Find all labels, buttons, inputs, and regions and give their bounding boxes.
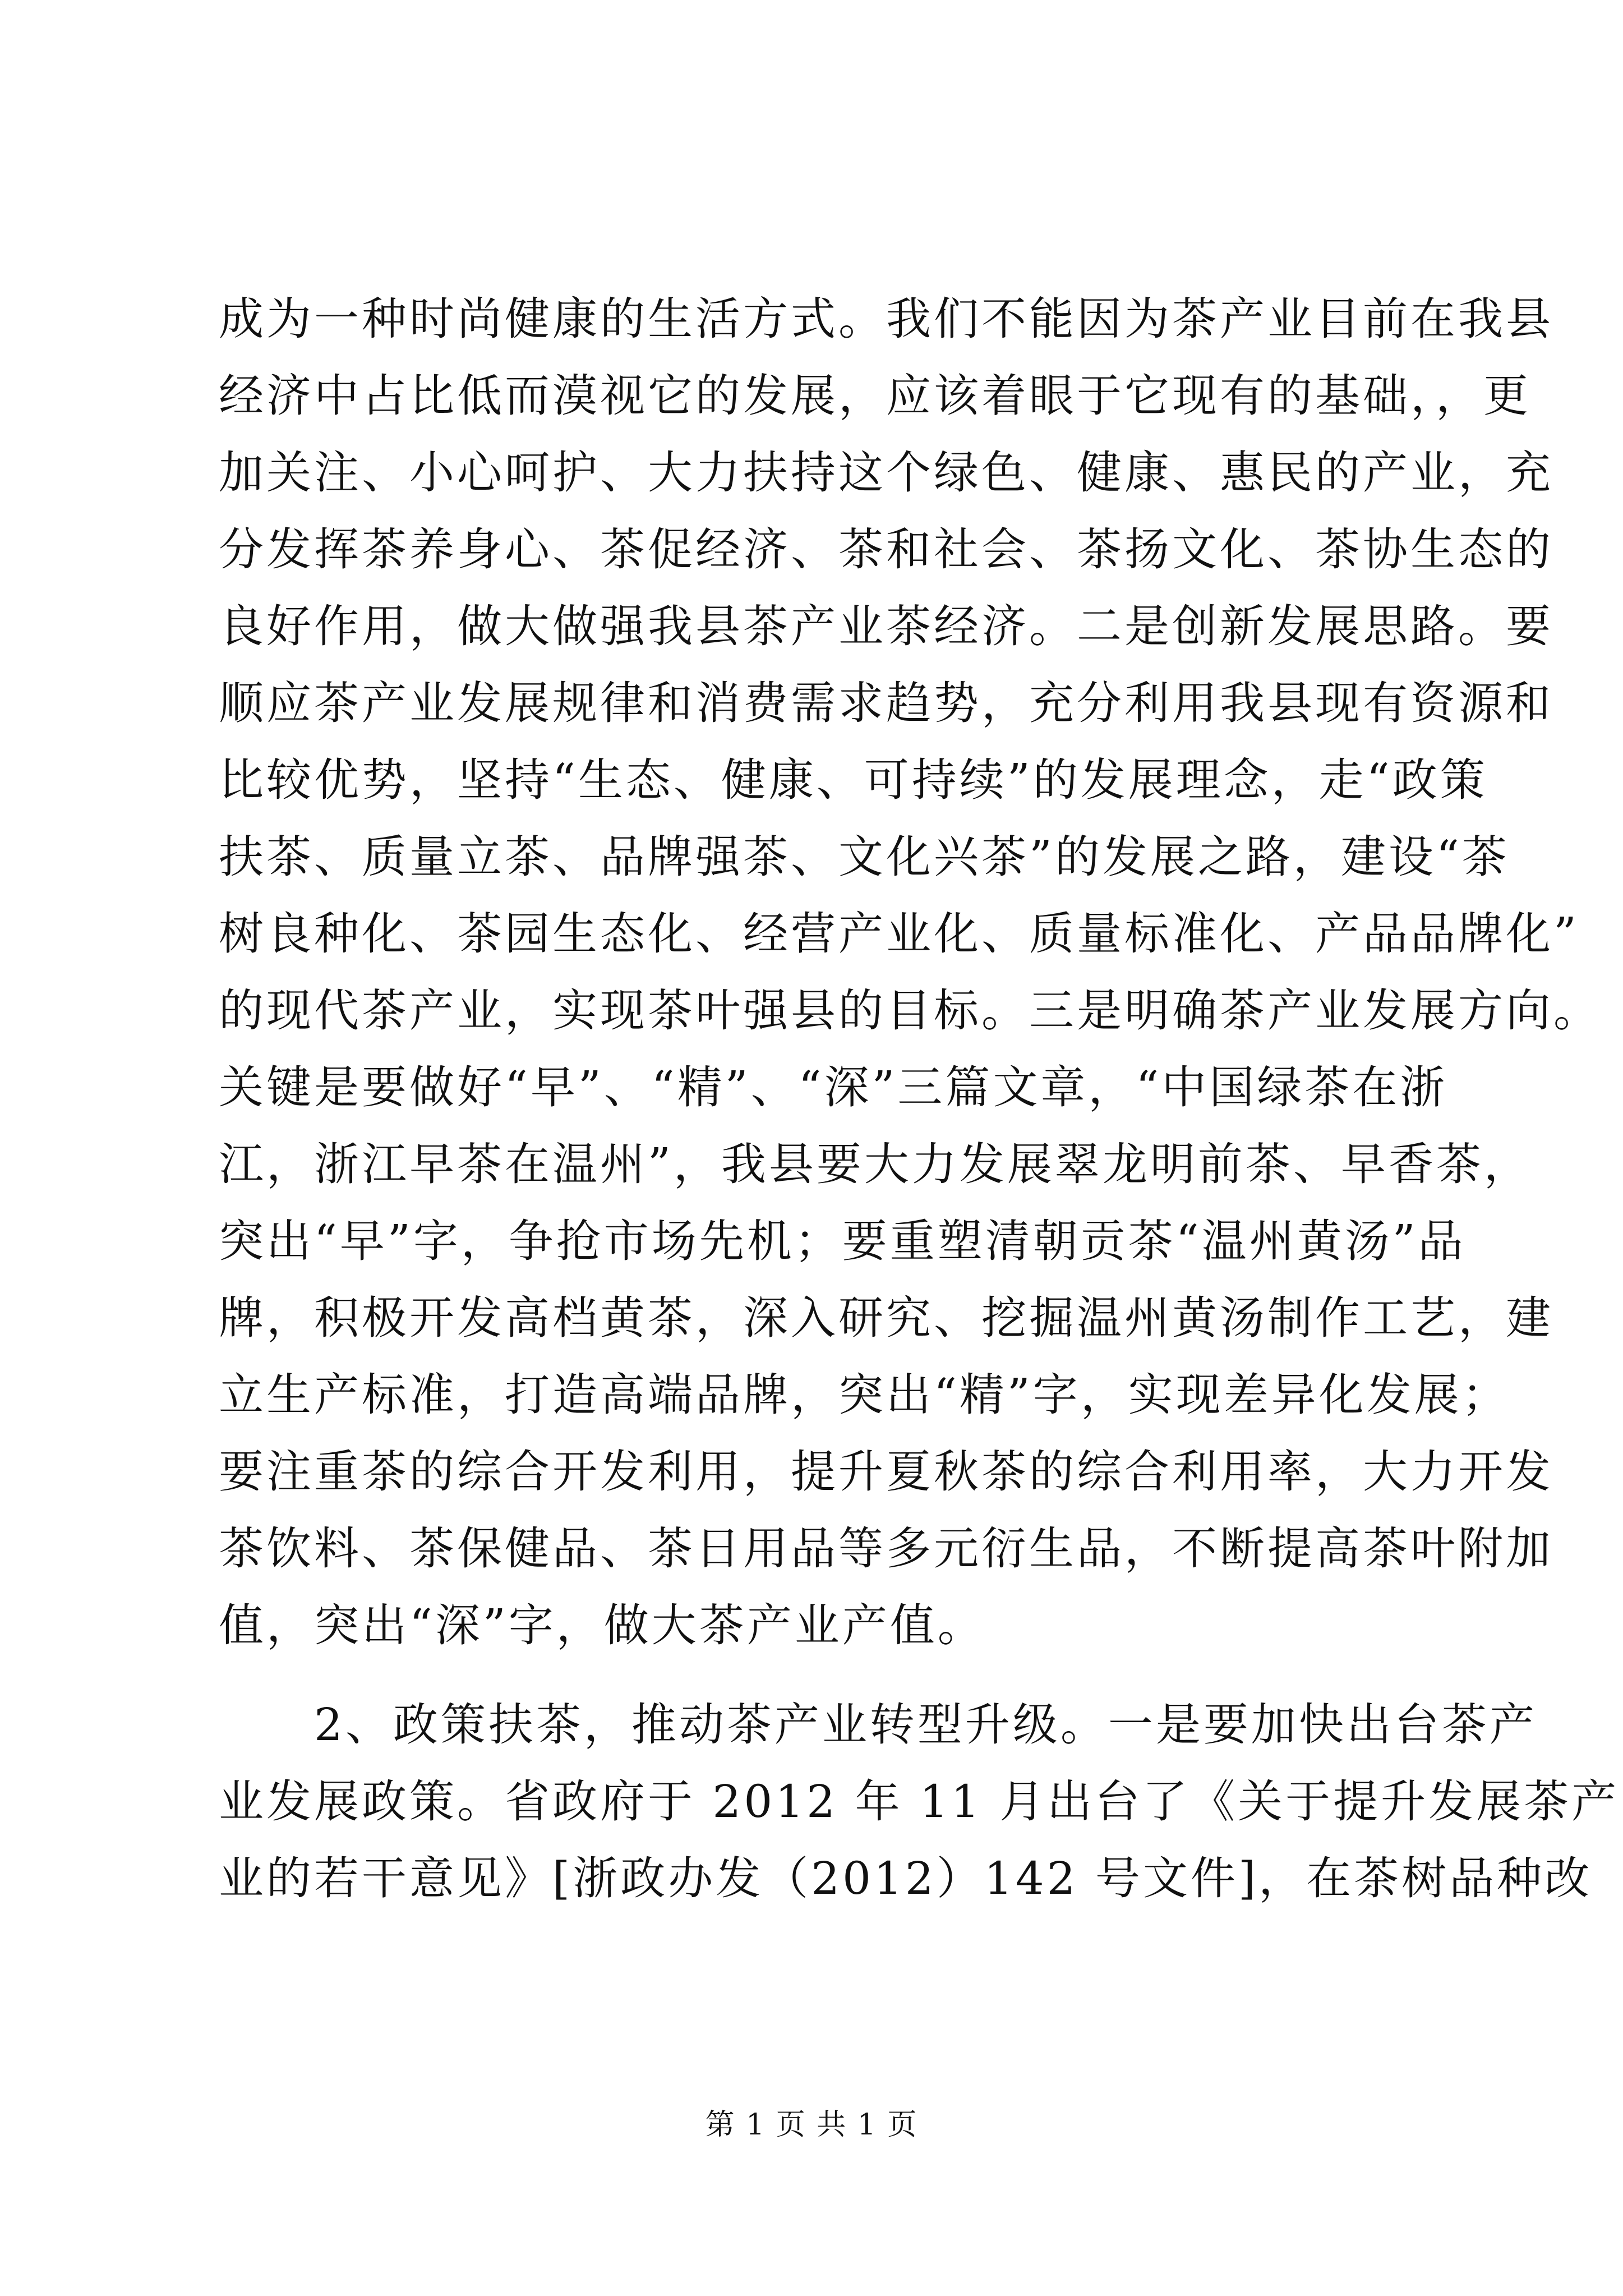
text-line: 2、政策扶茶，推动茶产业转型升级。一是要加快出台茶产 — [219, 1699, 1537, 1751]
text-line: 加关注、小心呵护、大力扶持这个绿色、健康、惠民的产业，充 — [219, 447, 1553, 499]
text-line: 树良种化、茶园生态化、经营产业化、质量标准化、产品品牌化” — [219, 908, 1579, 960]
text-line: 比较优势，坚持“生态、健康、可持续”的发展理念，走“政策 — [219, 754, 1488, 806]
text-line: 关键是要做好“早”、“精”、“深”三篇文章，“中国绿茶在浙 — [219, 1061, 1448, 1114]
text-line: 经济中占比低而漠视它的发展，应该着眼于它现有的基础，，更 — [219, 370, 1531, 422]
text-line: 扶茶、质量立茶、品牌强茶、文化兴茶”的发展之路，建设“茶 — [219, 831, 1510, 883]
text-line: 牌，积极开发高档黄茶，深入研究、挖掘温州黄汤制作工艺，建 — [219, 1292, 1553, 1344]
text-line: 成为一种时尚健康的生活方式。我们不能因为茶产业目前在我县 — [219, 293, 1553, 345]
text-line: 茶饮料、茶保健品、茶日用品等多元衍生品，不断提高茶叶附加 — [219, 1522, 1553, 1575]
page-footer: 第 1 页 共 1 页 — [705, 2108, 918, 2142]
text-line: 分发挥茶养身心、茶促经济、茶和社会、茶扬文化、茶协生态的 — [219, 523, 1553, 576]
text-line: 江，浙江早茶在温州”，我县要大力发展翠龙明前茶、早香茶， — [219, 1138, 1532, 1190]
text-line: 顺应茶产业发展规律和消费需求趋势，充分利用我县现有资源和 — [219, 677, 1553, 729]
text-line: 立生产标准，打造高端品牌，突出“精”字，实现差异化发展； — [219, 1369, 1510, 1421]
text-line: 业的若干意见》[浙政办发（2012）142 号文件]，在茶树品种改 — [219, 1852, 1593, 1904]
text-line: 值，突出“深”字，做大茶产业产值。 — [219, 1599, 985, 1651]
document-body — [219, 280, 1620, 1917]
text-line: 突出“早”字，争抢市场先机；要重塑清朝贡茶“温州黄汤”品 — [219, 1215, 1466, 1267]
text-line: 良好作用，做大做强我县茶产业茶经济。二是创新发展思路。要 — [219, 600, 1553, 652]
paragraph-gap — [219, 1664, 1424, 1686]
text-line: 的现代茶产业，实现茶叶强县的目标。三是明确茶产业发展方向。 — [219, 984, 1601, 1037]
text-line: 业发展政策。省政府于 2012 年 11 月出台了《关于提升发展茶产 — [219, 1775, 1620, 1828]
text-line: 要注重茶的综合开发利用，提升夏秋茶的综合利用率，大力开发 — [219, 1446, 1553, 1498]
